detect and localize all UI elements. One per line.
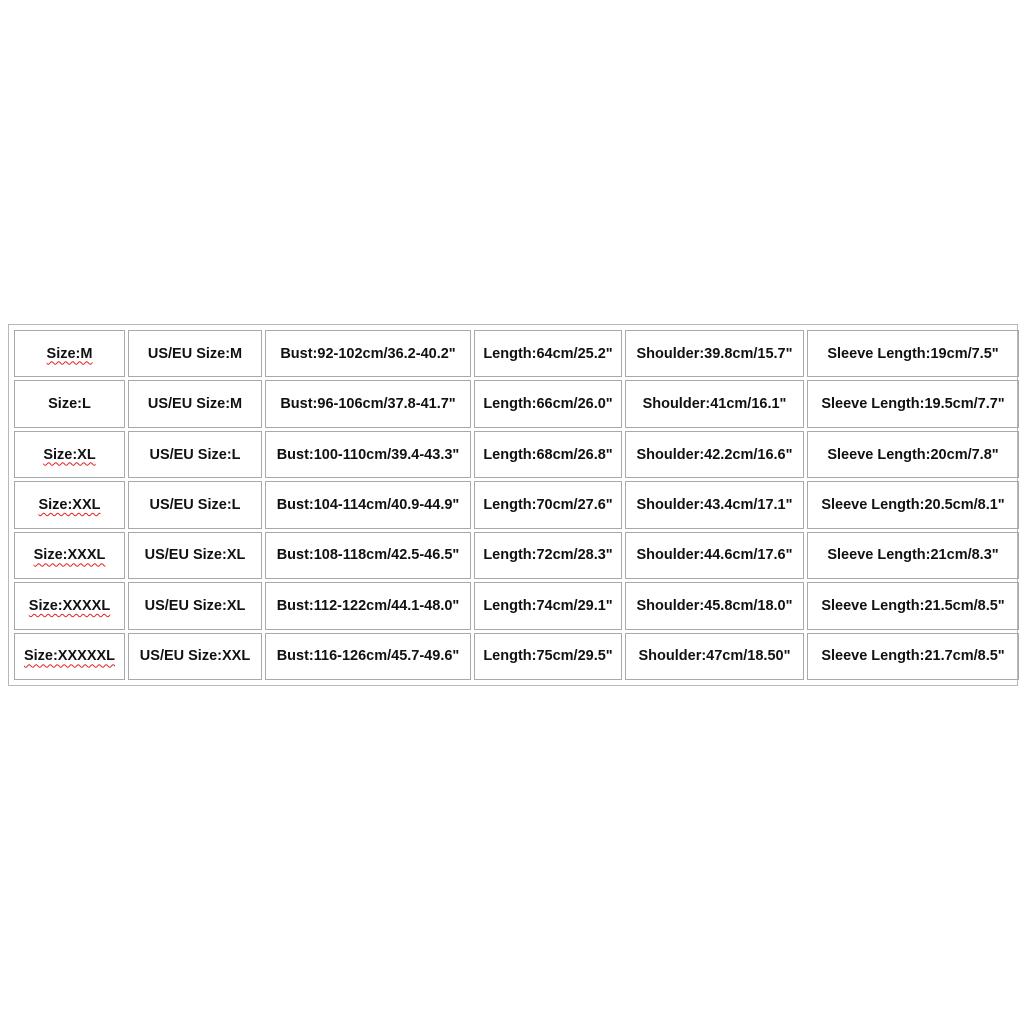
sleeve-length-value: Sleeve Length:20cm/7.8" [827, 446, 999, 463]
length-value: Length:70cm/27.6" [483, 496, 613, 513]
sleeve-length-cell [807, 481, 1019, 528]
size-cell [14, 481, 125, 528]
table-row [14, 532, 1019, 579]
length-cell [474, 481, 622, 528]
bust-value: Bust:116-126cm/45.7-49.6" [276, 648, 460, 665]
table-row [14, 431, 1019, 478]
us-eu-size-label: US/EU Size:XXL [139, 648, 251, 665]
shoulder-value: Shoulder:42.2cm/16.6" [636, 446, 793, 463]
bust-value: Bust:104-114cm/40.9-44.9" [276, 496, 460, 513]
length-value: Length:75cm/29.5" [483, 648, 613, 665]
size-label: Size:XXXL [33, 547, 106, 564]
length-value: Length:72cm/28.3" [483, 547, 613, 564]
sleeve-length-value: Sleeve Length:21cm/8.3" [827, 547, 999, 564]
length-value: Length:64cm/25.2" [483, 345, 613, 362]
shoulder-cell [625, 633, 804, 680]
us-eu-size-label: US/EU Size:L [149, 496, 241, 513]
shoulder-cell [625, 481, 804, 528]
size-cell [14, 330, 125, 377]
shoulder-cell [625, 431, 804, 478]
us-eu-size-label: US/EU Size:XL [144, 547, 246, 564]
us-eu-size-label: US/EU Size:M [147, 396, 243, 413]
sleeve-length-cell [807, 431, 1019, 478]
length-cell [474, 330, 622, 377]
shoulder-value: Shoulder:47cm/18.50" [638, 648, 791, 665]
size-label: Size:M [46, 345, 93, 362]
bust-cell [265, 330, 471, 377]
bust-cell [265, 633, 471, 680]
length-cell [474, 582, 622, 629]
sleeve-length-value: Sleeve Length:19cm/7.5" [827, 345, 999, 362]
shoulder-cell [625, 582, 804, 629]
size-label: Size:XXXXXL [23, 648, 116, 665]
size-chart-table [11, 327, 1022, 683]
bust-value: Bust:108-118cm/42.5-46.5" [276, 547, 460, 564]
size-chart-body [14, 330, 1019, 680]
sleeve-length-cell [807, 532, 1019, 579]
bust-cell [265, 431, 471, 478]
sleeve-length-value: Sleeve Length:21.5cm/8.5" [821, 597, 1005, 614]
length-cell [474, 633, 622, 680]
table-row [14, 330, 1019, 377]
size-label: Size:L [48, 396, 91, 413]
table-row [14, 582, 1019, 629]
length-cell [474, 532, 622, 579]
length-value: Length:68cm/26.8" [483, 446, 613, 463]
sleeve-length-value: Sleeve Length:20.5cm/8.1" [821, 496, 1005, 513]
shoulder-cell [625, 380, 804, 427]
bust-value: Bust:112-122cm/44.1-48.0" [276, 597, 460, 614]
us-eu-size-cell [128, 431, 262, 478]
us-eu-size-cell [128, 380, 262, 427]
table-row [14, 380, 1019, 427]
bust-cell [265, 380, 471, 427]
shoulder-value: Shoulder:41cm/16.1" [642, 396, 787, 413]
bust-value: Bust:92-102cm/36.2-40.2" [280, 345, 456, 362]
size-label: Size:XXL [38, 496, 101, 513]
shoulder-value: Shoulder:39.8cm/15.7" [636, 345, 793, 362]
us-eu-size-label: US/EU Size:M [147, 345, 243, 362]
sleeve-length-cell [807, 380, 1019, 427]
us-eu-size-cell [128, 633, 262, 680]
bust-value: Bust:96-106cm/37.8-41.7" [280, 396, 456, 413]
us-eu-size-cell [128, 532, 262, 579]
length-cell [474, 380, 622, 427]
size-cell [14, 532, 125, 579]
length-value: Length:74cm/29.1" [483, 597, 613, 614]
size-cell [14, 380, 125, 427]
length-cell [474, 431, 622, 478]
table-row [14, 633, 1019, 680]
shoulder-value: Shoulder:45.8cm/18.0" [636, 597, 793, 614]
size-label: Size:XL [43, 446, 96, 463]
size-label: Size:XXXXL [28, 597, 111, 614]
sleeve-length-value: Sleeve Length:21.7cm/8.5" [821, 648, 1005, 665]
length-value: Length:66cm/26.0" [483, 396, 613, 413]
us-eu-size-label: US/EU Size:XL [144, 597, 246, 614]
sleeve-length-cell [807, 582, 1019, 629]
size-cell [14, 582, 125, 629]
size-cell [14, 431, 125, 478]
size-chart [8, 324, 1018, 686]
shoulder-value: Shoulder:44.6cm/17.6" [636, 547, 793, 564]
shoulder-cell [625, 532, 804, 579]
sleeve-length-cell [807, 633, 1019, 680]
table-row [14, 481, 1019, 528]
bust-cell [265, 582, 471, 629]
shoulder-cell [625, 330, 804, 377]
us-eu-size-cell [128, 582, 262, 629]
shoulder-value: Shoulder:43.4cm/17.1" [636, 496, 793, 513]
bust-cell [265, 481, 471, 528]
size-cell [14, 633, 125, 680]
us-eu-size-label: US/EU Size:L [149, 446, 241, 463]
us-eu-size-cell [128, 330, 262, 377]
sleeve-length-cell [807, 330, 1019, 377]
bust-value: Bust:100-110cm/39.4-43.3" [276, 446, 460, 463]
us-eu-size-cell [128, 481, 262, 528]
sleeve-length-value: Sleeve Length:19.5cm/7.7" [821, 396, 1005, 413]
bust-cell [265, 532, 471, 579]
